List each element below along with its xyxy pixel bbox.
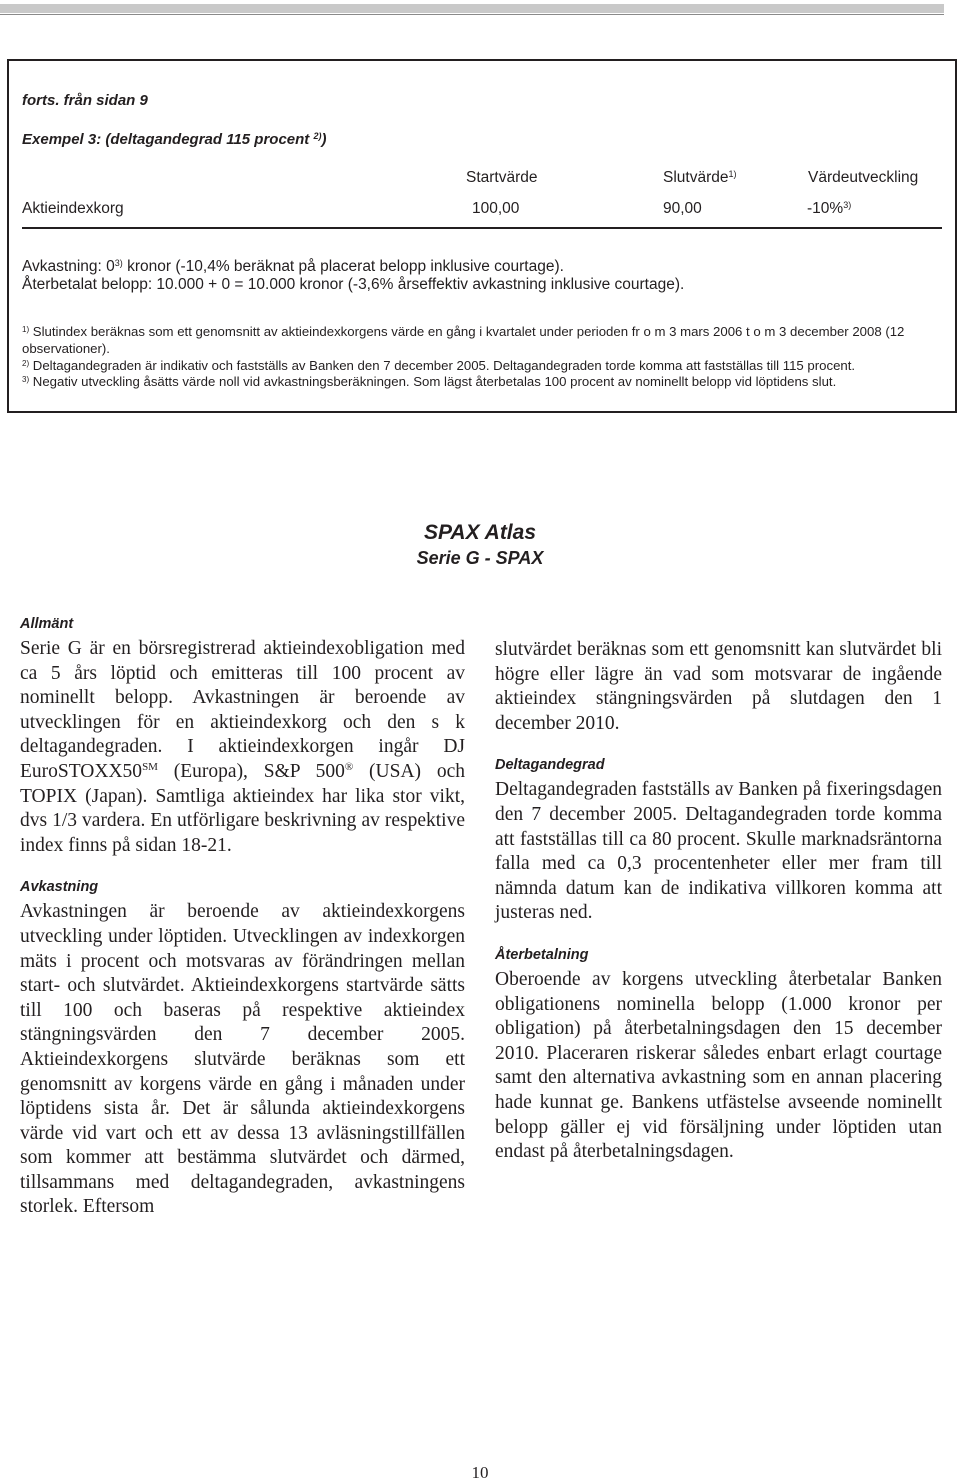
footnote-3-text: Negativ utveckling åsätts värde noll vid avkastningsberäkningen. Som lägst återbetalas 100 procent av nominellt belopp vid löptidens slut. — [32, 374, 837, 389]
row-change-text: -10% — [807, 200, 844, 217]
footnote-1-text-cont: observationer). — [22, 341, 110, 356]
left-column — [20, 615, 465, 1220]
row-start-value: 100,00 — [472, 200, 520, 217]
avkastning-sup: 3) — [114, 258, 123, 268]
page-number: 10 — [471, 1463, 489, 1482]
allmant-text-b: (Europa), S&P 500 — [157, 760, 345, 782]
right-column — [495, 638, 942, 1165]
avkastning-paragraph: Avkastningen är beroende av aktieindexkorgens utveckling under löptiden. Utvecklingen av indexkorgen mäts i procent och motsvaras av förändringen mellan start- och slutvärdet. Aktieindexkorgens startvärde sätts till 100 och baseras på respektive aktieindex stängningsvärden den 7 december 2005. Aktieindexkorgens slutvärde beräknas som ett genomsnitt av korgens värde en gång i månaden under löptidens sista år. Det är sålunda aktieindexkorgens värde vid vart och ett av dessa 13 avläsningstillfällen som kommer att bestämma slutvärdet och därmed, tillsammans med deltagandegraden, avkastningens storlek. Eftersom — [20, 901, 465, 1218]
deltagandegrad-heading: Deltagandegrad — [495, 757, 605, 774]
deltagandegrad-paragraph: Deltagandegraden fastställs av Banken på fixeringsdagen den 7 december 2005. Deltagandegraden torde komma att fastställas till ca 80 procent. Skulle marknadsräntorna falla med ca 0,3 procentenheter eller mer fram till nämnda datum kan de indikativa villkoren komma att justeras ned. — [495, 779, 942, 924]
continued-note: forts. från sidan 9 — [22, 92, 148, 109]
allmant-text-c: (USA) och TOPIX (Japan). Samtliga aktieindex har lika stor vikt, dvs 1/3 vardera. En utförligare beskrivning av respektive index finns på sidan 18-21. — [20, 760, 465, 856]
example-title-text: Exempel 3: (deltagandegrad 115 procent — [22, 131, 310, 148]
avkastning-heading: Avkastning — [20, 879, 99, 896]
row-change-sup: 3) — [843, 200, 852, 210]
example-title-end: ) — [321, 131, 327, 148]
top-gray-bar — [0, 4, 944, 13]
allmant-reg-mark: ® — [344, 760, 354, 773]
footnote-2 — [22, 357, 855, 374]
footnote-1-mark: 1) — [22, 325, 30, 334]
avkastning-post: kronor (-10,4% beräknat på placerat belopp inklusive courtage). — [122, 258, 564, 275]
row-label: Aktieindexkorg — [22, 200, 124, 217]
avkastning-pre: Avkastning: 0 — [22, 258, 115, 275]
table-divider — [22, 227, 942, 229]
top-rule — [0, 14, 944, 15]
col-header-change: Värdeutveckling — [808, 169, 919, 186]
footnote-2-mark: 2) — [22, 359, 30, 368]
footnote-3-mark: 3) — [22, 375, 30, 384]
col-header-start: Startvärde — [466, 169, 538, 186]
aterbetalning-paragraph: Oberoende av korgens utveckling återbetalar Banken obligationens nominella belopp (1.000 kronor per obligation) på återbetalningsdagen den 15 december 2010. Placeraren riskerar således enbart erlagt courtage samt den alternativa avkastning som en annan placering hade kunnat ge. Bankens utfästelse avseende nominellt belopp gäller ej vid försäljning under löptiden utan endast på återbetalningsdagen. — [495, 968, 942, 1163]
aterbetalning-heading: Återbetalning — [495, 946, 589, 963]
avkastning-line — [22, 258, 564, 276]
footnote-1-text: Slutindex beräknas som ett genomsnitt av aktieindexkorgens värde en gång i kvartalet under perioden fr o m 3 mars 2006 t o m 3 december 2008 (12 — [32, 324, 905, 339]
example-title-sup: 2) — [313, 131, 322, 141]
aterbetalat-line: Återbetalat belopp: 10.000 + 0 = 10.000 kronor (-3,6% årseffektiv avkastning inklusive courtage). — [22, 276, 685, 293]
col-header-end — [663, 169, 737, 187]
allmant-paragraph — [20, 637, 465, 858]
row-end-value: 90,00 — [663, 200, 702, 217]
footnote-1 — [22, 323, 950, 357]
allmant-text-a: Serie G är en börsregistrerad aktieindexobligation med ca 5 års löptid och emitteras till 100 procent av nominellt belopp. Avkastningen är beroende av utvecklingen för en aktieindexkorg och den s k deltagandegraden. I aktieindexkorgen ingår DJ EuroSTOXX50 — [20, 638, 465, 782]
col-header-end-sup: 1) — [728, 169, 737, 179]
page-title: SPAX Atlas — [423, 521, 537, 544]
example-title — [22, 131, 327, 148]
footnote-2-text: Deltagandegraden är indikativ och fastställs av Banken den 7 december 2005. Deltagandegraden torde komma att fastställas till 115 procent. — [32, 358, 856, 373]
footnote-3 — [22, 373, 836, 390]
allmant-sm-mark: SM — [142, 760, 158, 773]
allmant-heading: Allmänt — [20, 616, 74, 632]
page-subtitle: Serie G - SPAX — [416, 548, 544, 568]
slutvarde-paragraph: slutvärdet beräknas som ett genomsnitt kan slutvärdet bli högre eller lägre än vad som motsvarar de ingående aktieindex stängningsvärden på slutdagen den 1 december 2010. — [495, 639, 942, 734]
row-change-value — [807, 200, 851, 218]
col-header-end-text: Slutvärde — [663, 169, 729, 186]
